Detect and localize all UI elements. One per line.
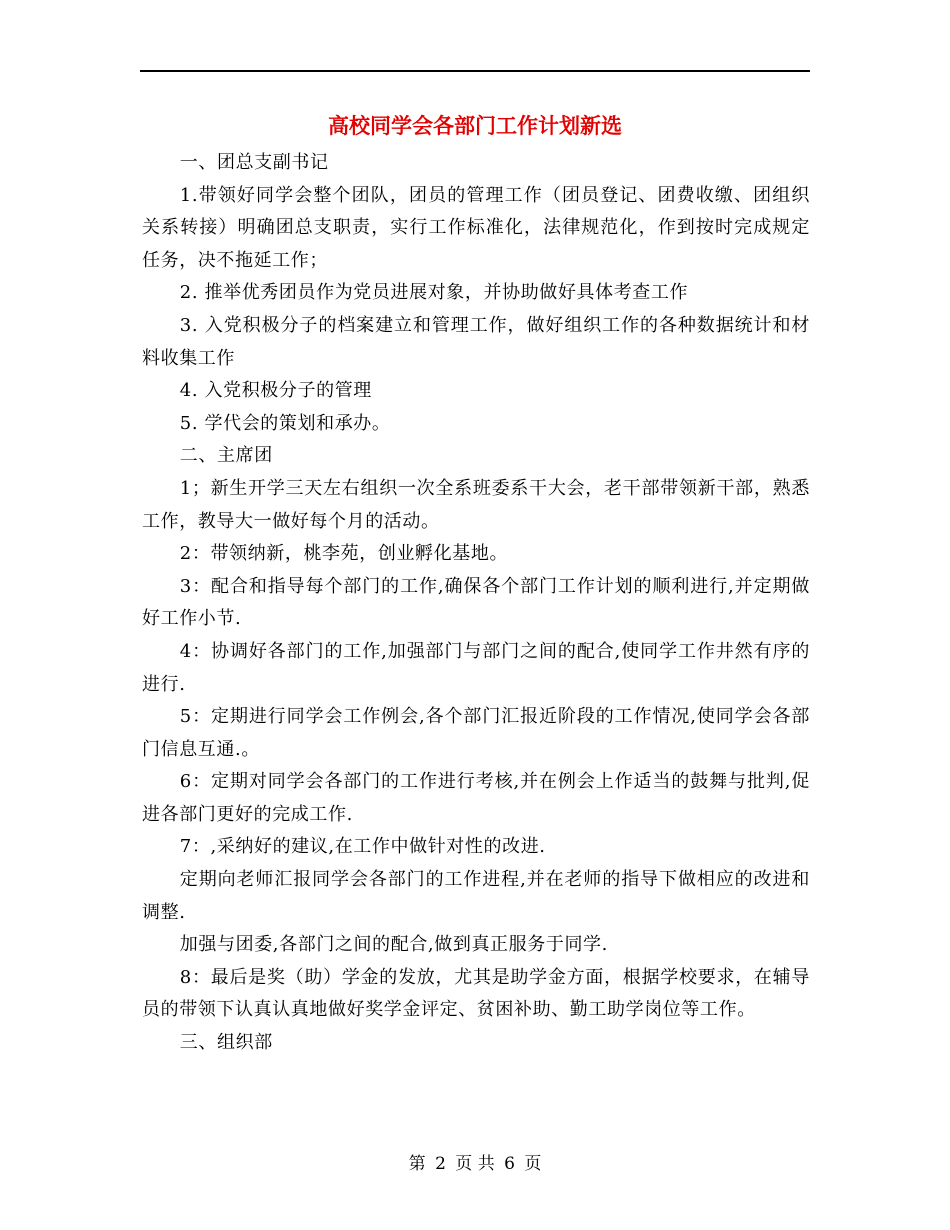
paragraph: 4：协调好各部门的工作,加强部门与部门之间的配合,使同学工作井然有序的进行. xyxy=(142,640,810,695)
paragraph: 3：配合和指导每个部门的工作,确保各个部门工作计划的顺利进行,并定期做好工作小节. xyxy=(142,575,810,630)
paragraph: 6：定期对同学会各部门的工作进行考核,并在例会上作适当的鼓舞与批判,促进各部门更好的完成工作. xyxy=(142,771,810,825)
section-heading: 一、团总支副书记 xyxy=(179,152,329,173)
footer-suffix: 页 xyxy=(524,1154,542,1174)
paragraph: 7：,采纳好的建议,在工作中做针对性的改进. xyxy=(179,836,546,858)
paragraph: 4. 入党积极分子的管理 xyxy=(179,380,372,402)
section-heading: 三、组织部 xyxy=(179,1032,273,1054)
page-number: 2 xyxy=(435,1154,446,1174)
paragraph: 2. 推举优秀团员作为党员进展对象，并协助做好具体考查工作 xyxy=(179,282,689,304)
paragraph: 1.带领好同学会整个团队，团员的管理工作（团员登记、团费收缴、团组织关系转接）明确团总支职责，实行工作标准化，法律规范化，作到按时完成规定任务，决不拖延工作； xyxy=(142,184,810,271)
document-body xyxy=(142,147,810,1060)
header-rule xyxy=(140,70,810,72)
footer-prefix: 第 xyxy=(408,1154,426,1174)
section-heading: 二、主席团 xyxy=(179,445,273,467)
paragraph: 5：定期进行同学会工作例会,各个部门汇报近阶段的工作情况,使同学会各部门信息互通.。 xyxy=(142,706,810,760)
paragraph: 5. 学代会的策划和承办。 xyxy=(179,412,391,434)
paragraph: 2：带领纳新，桃李苑，创业孵化基地。 xyxy=(179,543,509,565)
paragraph: 加强与团委,各部门之间的配合,做到真正服务于同学. xyxy=(179,934,608,956)
page-total: 6 xyxy=(504,1154,515,1174)
page-footer xyxy=(0,1150,950,1178)
paragraph: 8：最后是奖（助）学金的发放，尤其是助学金方面，根据学校要求，在辅导员的带领下认真认真地做好奖学金评定、贫困补助、勤工助学岗位等工作。 xyxy=(142,966,810,1021)
footer-middle: 页 共 xyxy=(455,1154,495,1174)
paragraph: 1；新生开学三天左右组织一次全系班委系干大会，老干部带领新干部，熟悉工作，教导大一做好每个月的活动。 xyxy=(142,477,810,532)
document-title: 高校同学会各部门工作计划新选 xyxy=(328,113,622,138)
paragraph: 3. 入党积极分子的档案建立和管理工作，做好组织工作的各种数据统计和材料收集工作 xyxy=(142,314,810,369)
paragraph: 定期向老师汇报同学会各部门的工作进程,并在老师的指导下做相应的改进和调整. xyxy=(142,869,810,923)
